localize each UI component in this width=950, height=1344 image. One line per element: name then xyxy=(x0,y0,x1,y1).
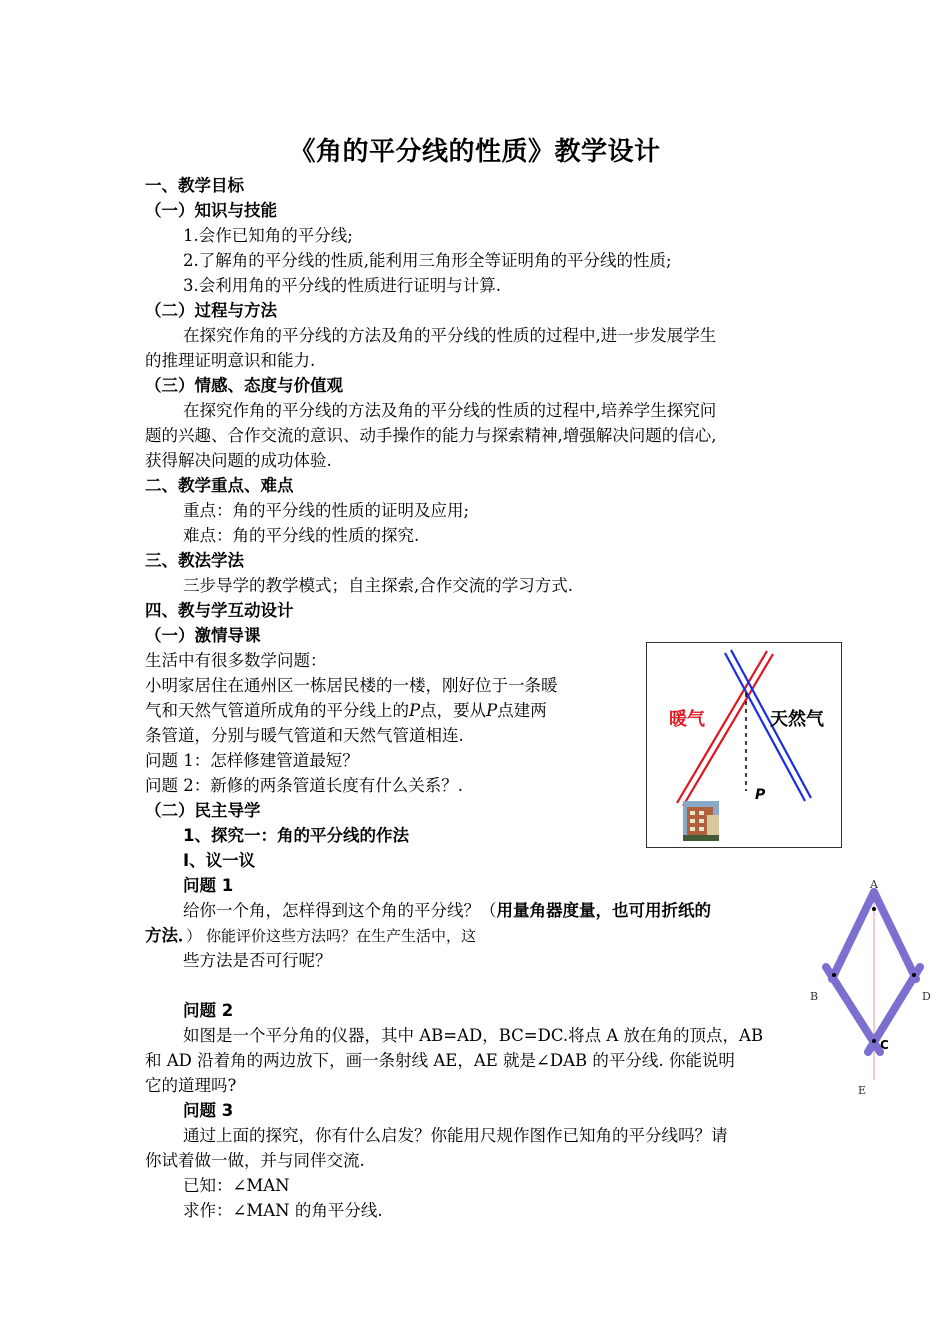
label-c: C xyxy=(880,1038,889,1052)
question-2: 问题 2：新修的两条管道长度有什么关系？. xyxy=(145,776,463,795)
gas-label: 天然气 xyxy=(770,709,824,730)
subheading-intro: （一）激情导课 xyxy=(145,626,261,645)
problem-1-hint: 用量角器度量，也可用折纸的 xyxy=(496,901,711,920)
methods-text: 三步导学的教学模式；自主探索,合作交流的学习方式. xyxy=(183,576,573,595)
problem-2-line-2: 和 AD 沿着角的两边放下，画一条射线 AE，AE 就是∠DAB 的平分线. 你能说明 xyxy=(145,1051,735,1070)
point-p-label: P xyxy=(755,787,766,803)
heating-label: 暖气 xyxy=(669,709,705,730)
key-point-text: 重点：角的平分线的性质的证明及应用; xyxy=(183,501,470,520)
arm-ab xyxy=(832,892,874,979)
problem-1-hint-end: 方法． xyxy=(145,926,187,945)
problem-1-text: 给你一个角，怎样得到这个角的平分线？（ xyxy=(183,901,497,920)
attitude-text-line-2: 题的兴趣、合作交流的意识、动手操作的能力与探索精神,增强解决问题的信心, xyxy=(145,426,717,445)
intro-line-1: 生活中有很多数学问题： xyxy=(145,651,327,670)
problem-1-line-1 xyxy=(183,900,711,922)
joint-a xyxy=(872,907,876,911)
section-heading-methods: 三、教法学法 xyxy=(145,551,244,570)
label-e: E xyxy=(858,1084,867,1097)
goal-item-3: 3.会利用角的平分线的性质进行证明与计算. xyxy=(183,276,501,295)
intro-line-4: 条管道，分别与暖气管道和天然气管道相连. xyxy=(145,726,464,745)
intro-line-2: 小明家居住在通州区一栋居民楼的一楼，刚好位于一条暖 xyxy=(145,676,558,695)
joint-b xyxy=(832,973,836,977)
heating-pipe-line xyxy=(683,654,773,806)
section-heading-keypoints: 二、教学重点、难点 xyxy=(145,476,294,495)
intro-line-3-part-a: 气和天然气管道所成角的平分线上的 xyxy=(145,701,409,720)
goal-item-2: 2.了解角的平分线的性质,能利用三角形全等证明角的平分线的性质; xyxy=(183,251,672,270)
problem-3-line-1: 通过上面的探究，你有什么启发？你能用尺规作图作已知角的平分线吗？请 xyxy=(183,1126,728,1145)
arm-ad xyxy=(874,892,916,979)
problem-1-line-2 xyxy=(145,925,476,947)
arm-dc xyxy=(868,967,920,1052)
discuss-heading: Ⅰ、议一议 xyxy=(183,851,256,870)
process-text-line-2: 的推理证明意识和能力. xyxy=(145,351,316,370)
label-d: D xyxy=(922,990,931,1003)
process-text-line-1: 在探究作角的平分线的方法及角的平分线的性质的过程中,进一步发展学生 xyxy=(183,326,717,345)
point-p-label: P xyxy=(486,701,498,720)
explore-1-heading: 1、探究一：角的平分线的作法 xyxy=(183,826,409,845)
problem-2-line-1: 如图是一个平分角的仪器，其中 AB=AD，BC=DC.将点 A 放在角的顶点，AB xyxy=(183,1026,764,1045)
problem-3-heading: 问题 3 xyxy=(183,1101,234,1120)
difficult-point-text: 难点：角的平分线的性质的探究. xyxy=(183,526,420,545)
problem-2-line-3: 它的道理吗? xyxy=(145,1076,237,1095)
intro-line-3 xyxy=(145,700,547,722)
intro-line-3-part-c: 点建两 xyxy=(497,701,547,720)
known-condition: 已知：∠MAN xyxy=(183,1176,290,1195)
attitude-text-line-3: 获得解决问题的成功体验. xyxy=(145,451,332,470)
joint-c xyxy=(872,1039,876,1043)
question-1: 问题 1：怎样修建管道最短？ xyxy=(145,751,359,770)
attitude-text-line-1: 在探究作角的平分线的方法及角的平分线的性质的过程中,培养学生探究问 xyxy=(183,401,717,420)
subheading-knowledge: （一）知识与技能 xyxy=(145,201,277,220)
problem-3-line-2: 你试着做一做，并与同伴交流. xyxy=(145,1151,365,1170)
pipes-diagram xyxy=(647,643,840,846)
apartment-building-picture xyxy=(683,801,719,841)
problem-2-heading: 问题 2 xyxy=(183,1001,234,1020)
section-heading-goals: 一、教学目标 xyxy=(145,176,244,195)
label-a: A xyxy=(870,878,878,891)
goal-item-1: 1.会作已知角的平分线; xyxy=(183,226,353,245)
subheading-guided-learning: （二）民主导学 xyxy=(145,801,261,820)
point-p-label: P xyxy=(409,701,421,720)
construction-task: 求作：∠MAN 的角平分线. xyxy=(183,1201,383,1220)
document-title: 《角的平分线的性质》教学设计 xyxy=(289,137,661,167)
pipes-figure xyxy=(646,642,842,848)
instrument-diagram xyxy=(808,872,934,1100)
joint-d xyxy=(912,973,916,977)
problem-1-line-3: 些方法是否可行呢？ xyxy=(183,951,332,970)
subheading-process: （二）过程与方法 xyxy=(145,301,277,320)
bisector-instrument-figure xyxy=(808,872,934,1100)
section-heading-interaction: 四、教与学互动设计 xyxy=(145,601,294,620)
label-b: B xyxy=(810,990,819,1003)
intro-line-3-part-b: 点，要从 xyxy=(420,701,487,720)
problem-1-evaluate: ） 你能评价这些方法吗？在生产生活中，这 xyxy=(186,927,477,945)
subheading-attitude: （三）情感、态度与价值观 xyxy=(145,376,343,395)
problem-1-heading: 问题 1 xyxy=(183,876,234,895)
